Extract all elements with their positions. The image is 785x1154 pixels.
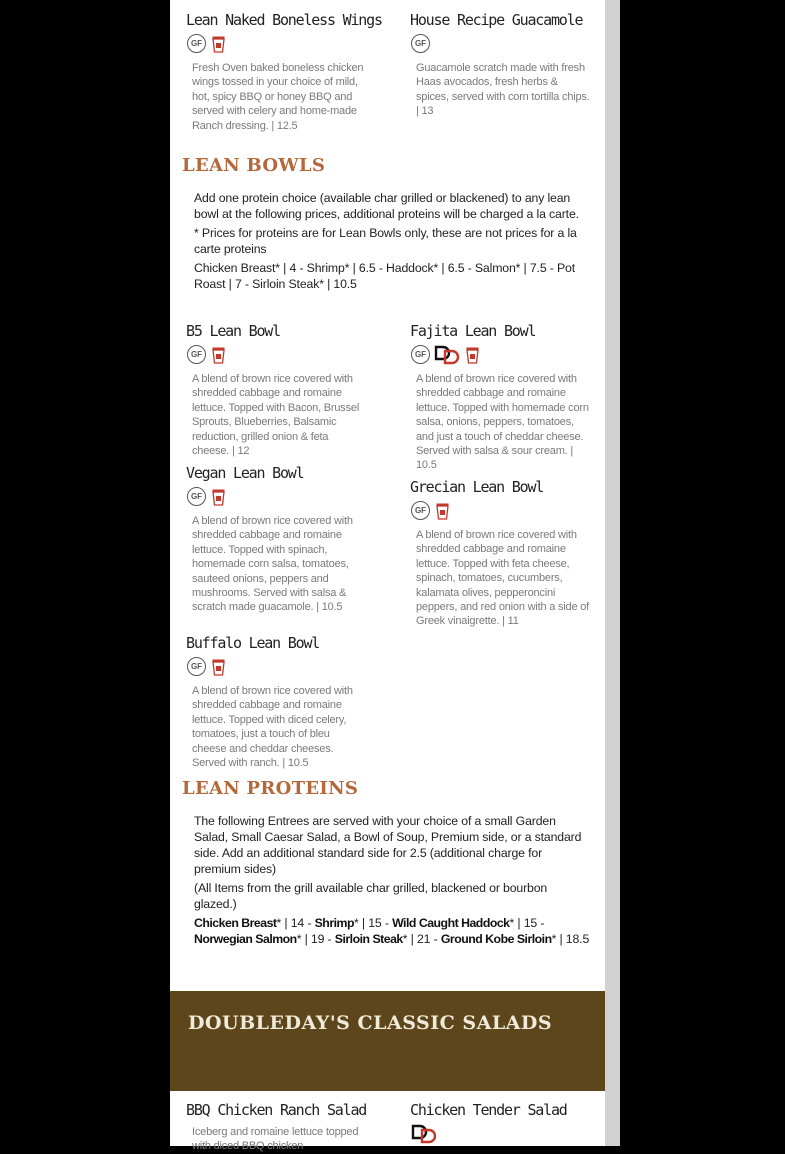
- item-description: A blend of brown rice covered with shredded cabbage and romaine lettuce. Topped with diced celery, tomatoes, just a touch of bleu cheese and cheddar cheeses. Served with ranch. | 10.5: [192, 685, 353, 770]
- menu-item-lean-naked-wings[interactable]: [186, 10, 382, 133]
- item-title: Grecian Lean Bowl: [410, 478, 544, 496]
- lean-cup-icon: [210, 487, 227, 506]
- gluten-free-icon: GF: [187, 487, 206, 506]
- protein-price: * | 15 -: [353, 916, 393, 930]
- lean-proteins-intro: The following Entrees are served with your choice of a small Garden Salad, Small Caesar Salad, a Bowl of Soup, Premium side, or a standard side. Add an additional standard side for 2.5 (additional charge for premium sides): [194, 814, 582, 876]
- lean-bowls-note: * Prices for proteins are for Lean Bowls only, these are not prices for a la carte proteins: [194, 226, 577, 256]
- item-description: Iceberg and romaine lettuce topped with diced BBQ chicken: [192, 1126, 359, 1153]
- item-title: Chicken Tender Salad: [410, 1101, 567, 1119]
- doubleday-logo-icon: [434, 345, 460, 364]
- protein-name: Wild Caught Haddock: [392, 916, 510, 930]
- protein-price: * | 21 -: [402, 932, 441, 946]
- lean-bowls-intro: Add one protein choice (available char grilled or blackened) to any lean bowl at the following prices, additional proteins will be charged a la carte.: [194, 191, 579, 221]
- dietary-icons: [186, 486, 366, 507]
- item-title: Buffalo Lean Bowl: [186, 634, 320, 652]
- gluten-free-icon: GF: [411, 345, 430, 364]
- protein-name: Chicken Breast: [194, 916, 277, 930]
- item-title: House Recipe Guacamole: [410, 11, 583, 29]
- menu-item-house-guacamole[interactable]: [410, 10, 590, 119]
- dietary-icons: [410, 1123, 590, 1144]
- lean-bowls-info: [194, 190, 592, 295]
- dietary-icons: [186, 344, 366, 365]
- dietary-icons: [186, 33, 366, 54]
- lean-cup-icon: [434, 501, 451, 520]
- lean-cup-icon: [210, 345, 227, 364]
- protein-name: Sirloin Steak: [334, 932, 403, 946]
- item-title: B5 Lean Bowl: [186, 322, 280, 340]
- menu-item-b5-lean-bowl[interactable]: [186, 321, 366, 458]
- page-edge-shadow: [605, 0, 620, 1146]
- lean-cup-icon: [464, 345, 481, 364]
- gluten-free-icon: GF: [187, 34, 206, 53]
- item-description: A blend of brown rice covered with shredded cabbage and romaine lettuce. Topped with Bacon, Brussel Sprouts, Blueberries, Balsamic reduction, grilled onion & feta cheese. | 12: [192, 373, 360, 458]
- protein-name: Ground Kobe Sirloin: [440, 932, 552, 946]
- item-description: A blend of brown rice covered with shredded cabbage and romaine lettuce. Topped with feta cheese, spinach, tomatoes, cucumbers, kalamata olives, pepperoncini peppers, and red onion with a side of Greek vinaigrette. | 11: [416, 529, 589, 628]
- item-title: BBQ Chicken Ranch Salad: [186, 1101, 367, 1119]
- menu-item-chicken-tender-salad[interactable]: [410, 1100, 590, 1144]
- lean-cup-icon: [210, 657, 227, 676]
- menu-item-vegan-lean-bowl[interactable]: [186, 463, 366, 615]
- gluten-free-icon: GF: [187, 657, 206, 676]
- section-heading-lean-proteins: LEAN PROTEINS: [182, 778, 359, 799]
- item-title: Lean Naked Boneless Wings: [186, 11, 382, 29]
- dietary-icons: [186, 656, 366, 677]
- classic-salads-banner: [170, 991, 605, 1091]
- protein-price: * | 18.5: [551, 932, 590, 946]
- section-heading-lean-bowls: LEAN BOWLS: [182, 155, 326, 176]
- lean-cup-icon: [210, 34, 227, 53]
- protein-price: * | 15 -: [509, 916, 545, 930]
- item-description: Fresh Oven baked boneless chicken wings tossed in your choice of mild, hot, spicy BBQ or honey BBQ and served with celery and home-made Ranch dressing. | 12.5: [192, 62, 364, 132]
- protein-name: Shrimp: [314, 916, 354, 930]
- menu-item-fajita-lean-bowl[interactable]: [410, 321, 590, 473]
- dietary-icons: [410, 344, 590, 365]
- gluten-free-icon: GF: [411, 501, 430, 520]
- item-description: Guacamole scratch made with fresh Haas avocados, fresh herbs & spices, served with corn tortilla chips. | 13: [416, 62, 590, 118]
- gluten-free-icon: GF: [187, 345, 206, 364]
- menu-item-buffalo-lean-bowl[interactable]: [186, 633, 366, 770]
- menu-item-grecian-lean-bowl[interactable]: [410, 477, 590, 629]
- dietary-icons: [410, 500, 590, 521]
- doubleday-logo-icon: [411, 1124, 437, 1143]
- lean-proteins-prices: [194, 915, 592, 947]
- protein-price: * | 14 -: [276, 916, 315, 930]
- lean-proteins-info: [194, 813, 592, 950]
- menu-panel: [170, 0, 605, 1153]
- protein-price: * | 19 -: [296, 932, 335, 946]
- item-description: A blend of brown rice covered with shredded cabbage and romaine lettuce. Topped with spinach, homemade corn salsa, tomatoes, sauteed onions, peppers and mushrooms. Served with salsa & scratch made guacamole. | 10.5: [192, 515, 353, 614]
- lean-proteins-note: (All Items from the grill available char grilled, blackened or bourbon glazed.): [194, 881, 548, 911]
- dietary-icons: [410, 33, 590, 54]
- item-description: A blend of brown rice covered with shredded cabbage and romaine lettuce. Topped with homemade corn salsa, onions, peppers, tomatoes, and just a touch of cheddar cheese. Served with salsa & sour cream. | 10.5: [416, 373, 589, 472]
- gluten-free-icon: GF: [411, 34, 430, 53]
- item-title: Fajita Lean Bowl: [410, 322, 536, 340]
- item-title: Vegan Lean Bowl: [186, 464, 304, 482]
- menu-item-bbq-chicken-ranch-salad[interactable]: [186, 1100, 366, 1154]
- protein-name: Norwegian Salmon: [194, 932, 297, 946]
- section-heading-classic-salads: DOUBLEDAY'S CLASSIC SALADS: [188, 1012, 553, 1034]
- lean-bowls-prices: Chicken Breast* | 4 - Shrimp* | 6.5 - Haddock* | 6.5 - Salmon* | 7.5 - Pot Roast | 7 - Sirloin Steak* | 10.5: [194, 261, 576, 291]
